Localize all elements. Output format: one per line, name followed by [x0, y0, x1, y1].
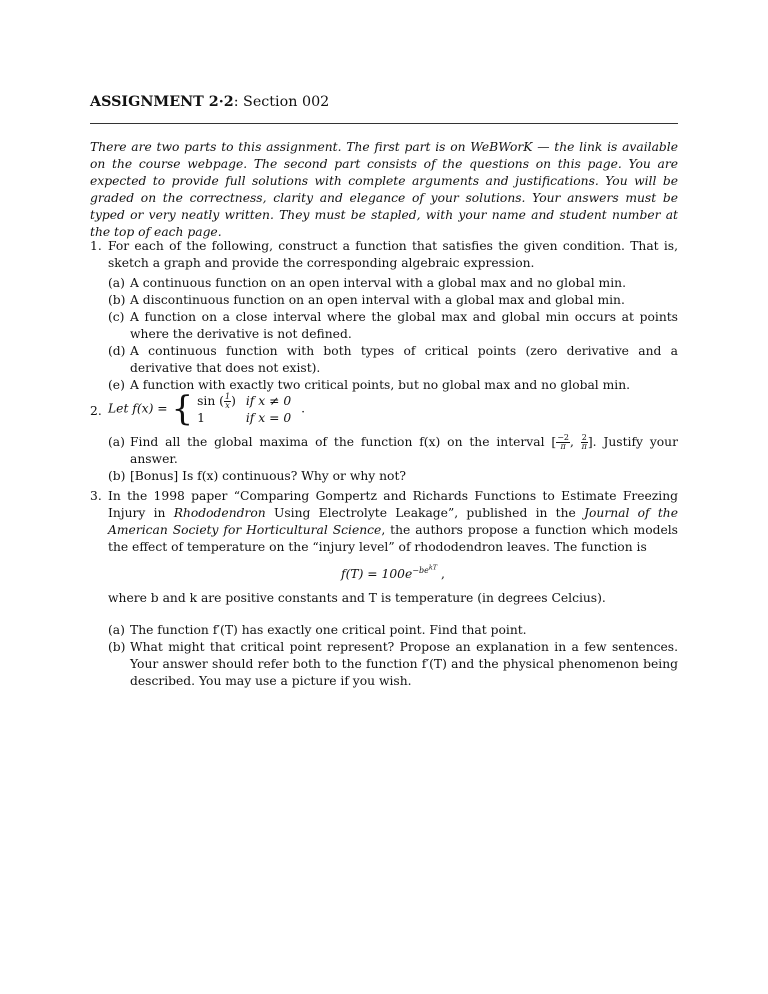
case-1-expr: sin [197, 393, 216, 408]
formula-lhs: f(T) = 100e [341, 566, 413, 581]
item-text: [Bonus] Is f(x) continuous? Why or why not? [130, 469, 406, 483]
question-number: 3. [90, 489, 102, 503]
formula-end: , [441, 566, 445, 581]
question-1d [108, 343, 678, 377]
item-text: The function f′(T) has exactly one critical point. Find that point. [130, 622, 527, 637]
case-2-condition: if x = 0 [245, 410, 292, 425]
assignment-title-section: : Section 002 [233, 94, 330, 110]
formula-exp: −be [412, 565, 429, 575]
journal-name: Journal of the American Society for Horticultural Science [108, 506, 678, 537]
question-1b [108, 292, 678, 309]
left-brace: { [171, 389, 194, 429]
question-2b [108, 468, 678, 485]
question-1 [90, 238, 678, 394]
where-text: where b and k are positive constants and T is temperature (in degrees Celcius). [108, 590, 606, 605]
frac-den: x [225, 400, 230, 410]
question-3a [108, 622, 678, 639]
interval-right-num: 2 [581, 433, 587, 442]
formula [108, 559, 678, 583]
item-text: A function on a close interval where the global max and global min occurs at points where the derivative is not defined. [130, 310, 678, 341]
interval-right-den: π [581, 442, 587, 451]
item-text: A continuous function on an open interval with a global max and no global min. [130, 276, 626, 290]
instructions-paragraph: There are two parts to this assignment. The first part is on WeBWorK — the link is available on the course webpage. The second part consists of the questions on this page. You are expected to provide full solutions with complete arguments and justifications. You will be graded on the correctness, clarity and elegance of your solutions. Your answers must be typed or very neatly written. They must be stapled, with your name and student number at the top of each page. [90, 140, 678, 239]
question-3b [108, 639, 678, 690]
frac-num: 1 [224, 391, 231, 401]
item-text: A function with exactly two critical points, but no global max and no global min. [130, 378, 631, 392]
item-label: (c) [108, 310, 125, 324]
question-3 [90, 488, 678, 690]
item-label: (a) [108, 435, 125, 449]
assignment-title [90, 94, 329, 111]
item-label: (a) [108, 622, 125, 637]
item-text: Find all the global maxima of the function f(x) on the interval [130, 435, 545, 449]
period: . [301, 401, 306, 416]
item-label: (b) [108, 639, 126, 654]
item-text-end: . Justify your answer. [130, 435, 678, 466]
text-part: In the 1998 paper “Comparing Gompertz and Richards Functions to Estimate Freezing Injury in [108, 489, 678, 520]
piecewise-definition [108, 389, 678, 429]
question-text [108, 488, 678, 556]
item-label: (b) [108, 293, 126, 307]
item-label: (d) [108, 344, 126, 358]
interval: [ $\frac{-2}{\pi}$, $\frac{2}{\pi}$] [551, 433, 593, 451]
question-number: 1. [90, 239, 102, 253]
formula-exp2: kT [428, 563, 438, 571]
case-1-condition: if x ≠ 0 [245, 394, 292, 408]
question-2 [90, 389, 678, 485]
interval-left-den: π [560, 442, 566, 451]
question-1a [108, 275, 678, 292]
item-label: (e) [108, 378, 125, 392]
text-part: , the authors propose a function which models the effect of temperature on the “injury level” of rhododendron leaves. The function is [108, 523, 678, 554]
item-label: (b) [108, 469, 126, 483]
item-text: A discontinuous function on an open interval with a global max and global min. [130, 293, 625, 307]
function-let: Let f(x) = [108, 401, 168, 416]
text-italic: Rhododendron [173, 506, 266, 520]
question-text: For each of the following, construct a function that satisfies the given condition. That is, sketch a graph and provide the corresponding algebraic expression. [108, 239, 678, 270]
text-part: Using Electrolyte Leakage”, published in the [265, 506, 585, 520]
item-text: What might that critical point represent? Propose an explanation in a few sentences. Your answer should refer both to the function f′(T) and the physical phenomenon being described. You may use a picture if you wish. [130, 639, 678, 688]
question-number: 2. [90, 404, 102, 418]
item-label: (a) [108, 276, 125, 290]
question-2a [108, 434, 678, 468]
interval-left-num: −2 [557, 433, 569, 442]
horizontal-rule [90, 123, 678, 124]
case-2-expr: 1 [197, 410, 205, 425]
assignment-title-bold: ASSIGNMENT 2·2 [90, 94, 234, 110]
item-text: A continuous function with both types of critical points (zero derivative and a derivative that does not exist). [130, 344, 678, 375]
question-1c [108, 309, 678, 343]
cases-table: sin ( $\frac{1}{x}$) if x ≠ 0 1 if x = 0 [197, 393, 301, 426]
